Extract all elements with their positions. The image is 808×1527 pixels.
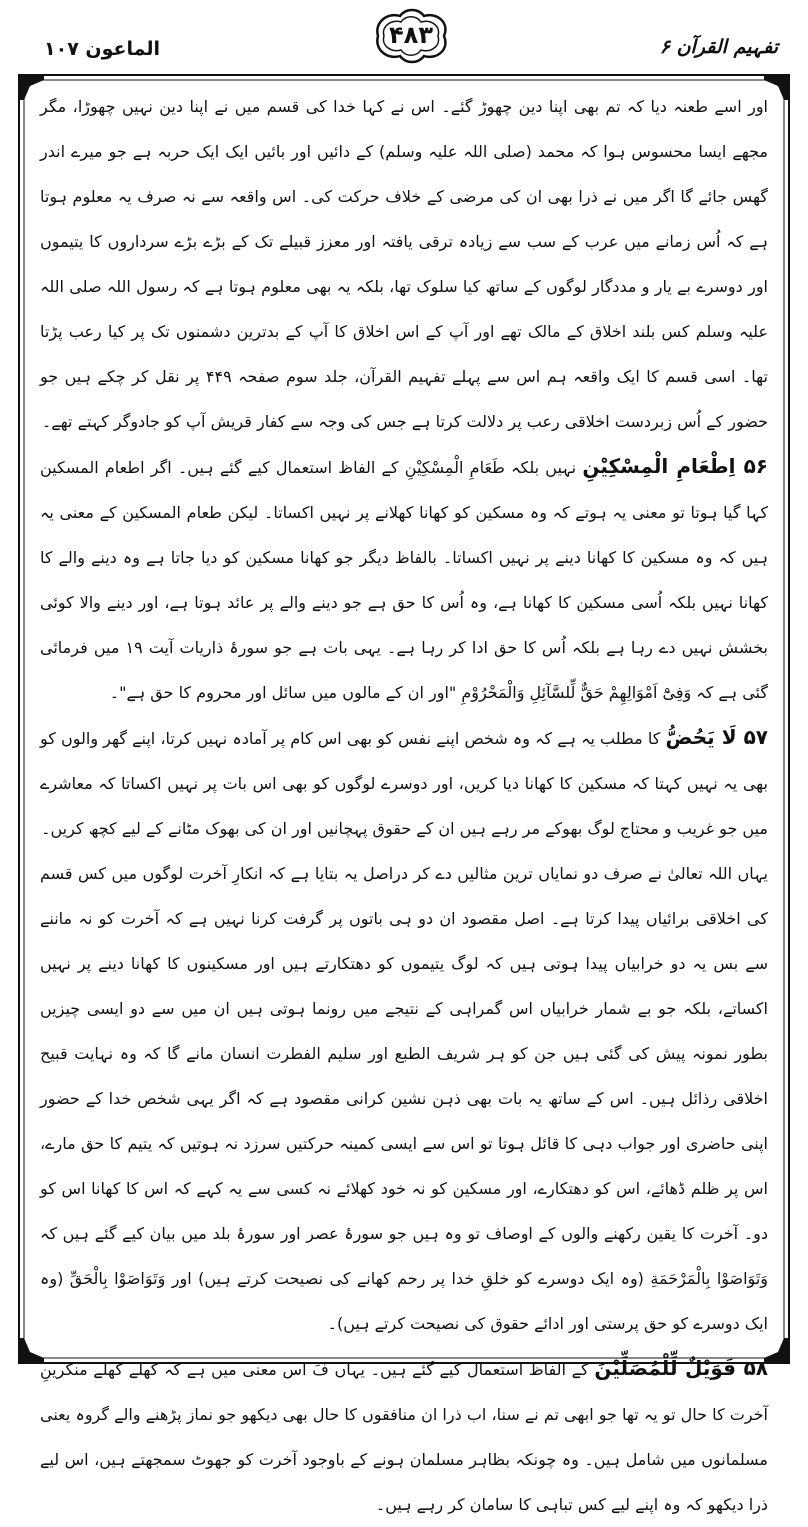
paragraph-1 — [40, 84, 768, 444]
note-lead: ۵۸ فَوَيْلٌ لِّلْمُصَلِّيْنَ — [594, 1356, 768, 1380]
paragraph-text: کے الفاظ استعمال کیے گئے ہیں۔ یہاں فَ اس معنی میں ہے کہ کھلے کھلے منکرینِ آخرت کا حال تو یہ تھا جو ابھی تم نے سنا، اب ذرا ان منافقوں کا حال بھی دیکھو جو نماز پڑھنے والے گروہ یعنی مسلمانوں میں شامل ہیں۔ وہ چونکہ بظاہر مسلمان ہونے کے باوجود آخرت کو جھوٹ سمجھتے ہیں، اس لیے ذرا دیکھو کہ وہ اپنے لیے کس تباہی کا سامان کر رہے ہیں۔ — [40, 1360, 768, 1514]
paragraph-text: یہاں اللہ تعالیٰ نے صرف دو نمایاں ترین مثالیں دے کر دراصل یہ بتایا ہے کہ انکارِ آخرت لوگوں میں کس قسم کی اخلاقی برائیاں پیدا کرتا ہے۔ اصل مقصود ان دو ہی باتوں پر گرفت کرنا نہیں ہے کہ آخرت کو نہ ماننے سے بس یہ دو خرابیاں پیدا ہوتی ہیں کہ لوگ یتیموں کو دھتکارتے ہیں اور مسکینوں کا کھانا دینے پر نہیں اکساتے، بلکہ جو بے شمار خرابیاں اس گمراہی کے نتیجے میں رونما ہوتی ہیں ان میں سے دو ایسی چیزیں بطور نمونہ پیش کی گئی ہیں جن کو ہر شریف الطبع اور سلیم الفطرت انسان مانے گا کہ وہ نہایت قبیح اخلاقی رذائل ہیں۔ اس کے ساتھ یہ بات بھی ذہن نشین کرانی مقصود ہے کہ اگر یہی شخص خدا کے حضور اپنی حاضری اور جواب دہی کا قائل ہوتا تو اس سے ایسی کمینہ حرکتیں سرزد نہ ہوتیں کہ یتیم کا حق مارے، اس پر ظلم ڈھائے، اس کو دھتکارے، اور مسکین کو نہ خود کھلائے نہ کسی سے یہ کہے کہ اس کا کھانا اس کو دو۔ آخرت کا یقین رکھنے والوں کے اوصاف تو وہ ہیں جو سورۂ عصر اور سورۂ بلد میں بیان کیے گئے ہیں کہ وَتَوَاصَوْا بِالْمَرْحَمَةِ (وہ ایک دوسرے کو خلقِ خدا پر رحم کھانے کی نصیحت کرتے ہیں) اور وَتَوَاصَوْا بِالْحَقِّ (وہ ایک دوسرے کو حق پرستی اور ادائے حقوق کی نصیحت کرتے ہیں)۔ — [40, 864, 768, 1333]
note-58 — [40, 1346, 768, 1527]
paragraph-text: کا مطلب یہ ہے کہ وہ شخص اپنے نفس کو بھی اس کام پر آمادہ نہیں کرتا، اپنے گھر والوں کو بھی یہ نہیں کہتا کہ مسکین کا کھانا دیا کریں، اور دوسرے لوگوں کو بھی اس بات پر نہیں اکساتا کہ معاشرے میں جو غریب و محتاج لوگ بھوکے مر رہے ہیں ان کے حقوق پہچانیں اور ان کی بھوک مٹانے کے لیے کچھ کریں۔ — [40, 729, 769, 838]
paragraph-4 — [40, 851, 768, 1346]
commentary-body — [40, 84, 769, 1514]
paragraph-text: اور اسے طعنہ دیا کہ تم بھی اپنا دین چھوڑ گئے۔ اس نے کہا خدا کی قسم میں نے اپنا دین نہیں چھوڑا، مگر مجھے ایسا محسوس ہوا کہ محمد (صلی اللہ علیہ وسلم) کے دائیں اور بائیں ایک ایک حربہ ہے جو میرے اندر گھس جائے گا اگر میں نے ذرا بھی ان کی مرضی کے خلاف حرکت کی۔ اس واقعہ سے نہ صرف یہ معلوم ہوتا ہے کہ اُس زمانے میں عرب کے سب سے زیادہ ترقی یافتہ اور معزز قبیلے تک کے بڑے بڑے سرداروں کا یتیموں اور دوسرے بے یار و مددگار لوگوں کے ساتھ کیا سلوک تھا، بلکہ یہ بھی معلوم ہوتا ہے کہ رسول اللہ صلی اللہ علیہ وسلم کس بلند اخلاق کے مالک تھے اور آپ کے اس اخلاق کا آپ کے بدترین دشمنوں تک پر کیا رعب پڑتا تھا۔ اسی قسم کا ایک واقعہ ہم اس سے پہلے تفہیم القرآن، جلد سوم صفحہ ۴۴۹ پر نقل کر چکے ہیں جو حضور کے اُس زبردست اخلاقی رعب پر دلالت کرتا ہے جس کی وجہ سے کفار قریش آپ کو جادوگر کہتے تھے۔ — [40, 97, 769, 431]
note-lead: ۵۶ اِطْعَامِ الْمِسْكِيْنِ — [582, 454, 768, 478]
paragraph-text: نہیں بلکہ طَعَامِ الْمِسْكِيْنِ کے الفاظ استعمال کیے گئے ہیں۔ اگر اطعام المسکین کہا گیا ہوتا تو معنی یہ ہوتے کہ وہ مسکین کو کھانا کھلانے پر نہیں اکساتا۔ لیکن طعام المسکین کے معنی یہ ہیں کہ وہ مسکین کا کھانا دینے پر نہیں اکساتا۔ بالفاظ دیگر جو کھانا مسکین کو دیا جاتا ہے وہ دینے والے کا کھانا نہیں بلکہ اُسی مسکین کا کھانا ہے، وہ اُس کا حق ہے جو دینے والے پر عائد ہوتا ہے، اور دینے والا کوئی بخشش نہیں دے رہا ہے بلکہ اُس کا حق ادا کر رہا ہے۔ یہی بات ہے جو سورۂ ذاریات آیت ۱۹ میں فرمائی گئی ہے کہ وَفِیْٓ اَمْوَالِهِمْ حَقٌّ لِّلسَّآئِلِ وَالْمَحْرُوْمِ "اور ان کے مالوں میں سائل اور محروم کا حق ہے"۔ — [40, 458, 768, 702]
running-head-left: الماعون ۱۰۷ — [44, 38, 161, 60]
note-57 — [40, 715, 768, 851]
running-head-right: تفہیم القرآن ۶ — [659, 36, 778, 58]
page-header — [0, 0, 808, 80]
note-56 — [40, 444, 768, 715]
page-number-ornament — [370, 6, 452, 66]
page-number: ۴۸۳ — [389, 21, 433, 49]
note-lead: ۵۷ لَا يَحُضُّ — [665, 725, 768, 749]
